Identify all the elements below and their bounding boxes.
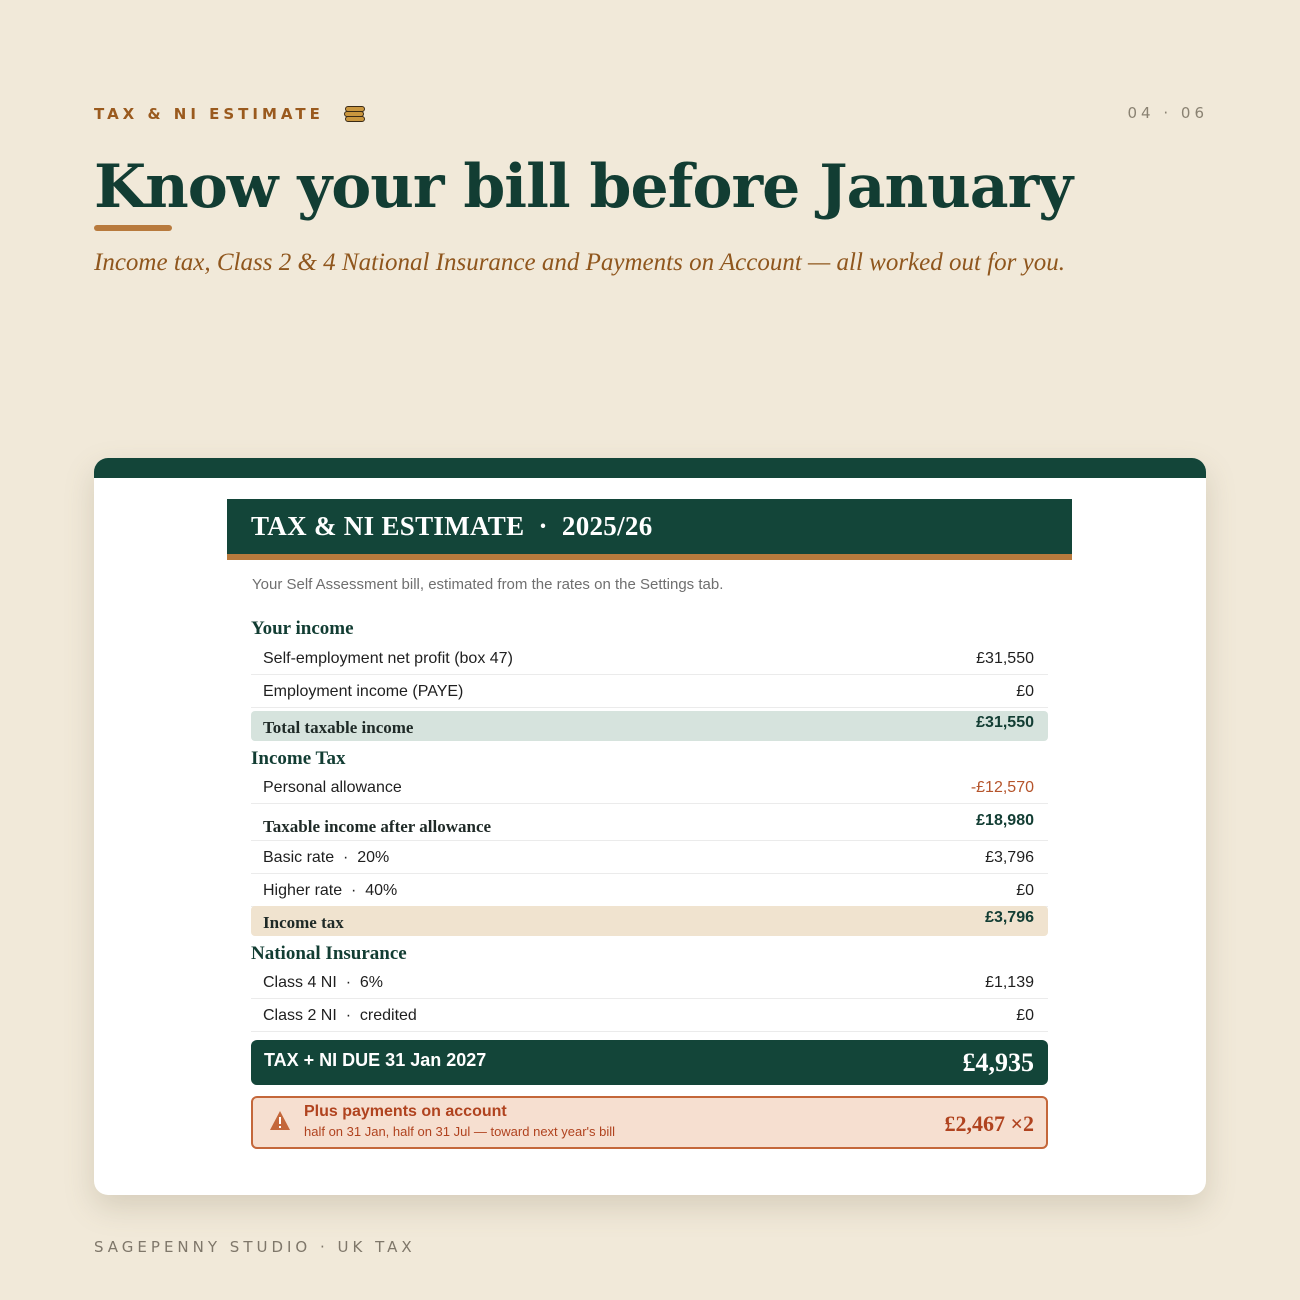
footer-brand: SAGEPENNY STUDIO · UK TAX: [94, 1238, 416, 1256]
row-value: £0: [1016, 683, 1034, 700]
section-income-tax: Income Tax: [251, 748, 346, 769]
row-higher-rate[interactable]: [251, 874, 1048, 907]
row-label: Class 2 NI · credited: [263, 1007, 417, 1024]
page-title: Know your bill before January: [94, 152, 1073, 222]
row-class-2-ni[interactable]: [251, 999, 1048, 1032]
poa-title: Plus payments on account: [304, 1103, 507, 1120]
row-value: £18,980: [976, 812, 1034, 829]
total-due-bar[interactable]: [251, 1040, 1048, 1085]
spreadsheet-card: [94, 458, 1206, 1195]
poa-note: half on 31 Jan, half on 31 Jul — toward next year's bill: [304, 1124, 616, 1139]
coins-icon: [342, 104, 368, 124]
total-due-label: TAX + NI DUE 31 Jan 2027: [264, 1050, 487, 1070]
total-due-value: £4,935: [962, 1048, 1034, 1077]
payments-on-account-callout[interactable]: [251, 1096, 1048, 1149]
sheet-title: TAX & NI ESTIMATE · 2025/26: [251, 511, 653, 541]
card-top-bar: [94, 458, 1206, 478]
row-value: £1,139: [985, 974, 1034, 991]
sheet-header: [227, 499, 1072, 560]
row-employment[interactable]: [251, 675, 1048, 708]
row-class-4-ni[interactable]: [251, 966, 1048, 999]
page-counter: 04 · 06: [1127, 104, 1208, 122]
row-value: £3,796: [985, 849, 1034, 866]
row-label: Employment income (PAYE): [263, 683, 464, 700]
row-value: £31,550: [976, 714, 1034, 731]
poa-value: £2,467 ×2: [944, 1111, 1034, 1136]
sheet-subtitle: Your Self Assessment bill, estimated from the rates on the Settings tab.: [252, 576, 724, 593]
row-personal-allowance[interactable]: [251, 771, 1048, 804]
row-value: -£12,570: [970, 779, 1034, 796]
row-self-employment[interactable]: [251, 642, 1048, 675]
eyebrow: [94, 104, 368, 124]
row-basic-rate[interactable]: [251, 841, 1048, 874]
section-your-income: Your income: [251, 618, 354, 639]
row-value: £0: [1016, 1007, 1034, 1024]
page-subtitle: Income tax, Class 2 & 4 National Insurance and Payments on Account — all worked out for you.: [94, 249, 1065, 276]
section-national-insurance: National Insurance: [251, 943, 407, 964]
eyebrow-label: TAX & NI ESTIMATE: [94, 105, 324, 123]
row-label: Self-employment net profit (box 47): [263, 650, 513, 667]
row-label: Higher rate · 40%: [263, 882, 398, 899]
row-value: £0: [1016, 882, 1034, 899]
row-label: Total taxable income: [263, 718, 414, 737]
row-label: Personal allowance: [263, 779, 402, 796]
row-label: Basic rate · 20%: [263, 849, 390, 866]
row-taxable-after-allowance[interactable]: [251, 808, 1048, 841]
row-label: Class 4 NI · 6%: [263, 974, 384, 991]
row-value: £31,550: [976, 650, 1034, 667]
warning-icon: [269, 1110, 291, 1132]
row-value: £3,796: [985, 909, 1034, 926]
row-total-taxable-income[interactable]: [251, 711, 1048, 741]
row-label: Income tax: [263, 913, 344, 932]
row-label: Taxable income after allowance: [263, 817, 492, 836]
title-underline: [94, 225, 172, 231]
row-income-tax-total[interactable]: [251, 906, 1048, 936]
